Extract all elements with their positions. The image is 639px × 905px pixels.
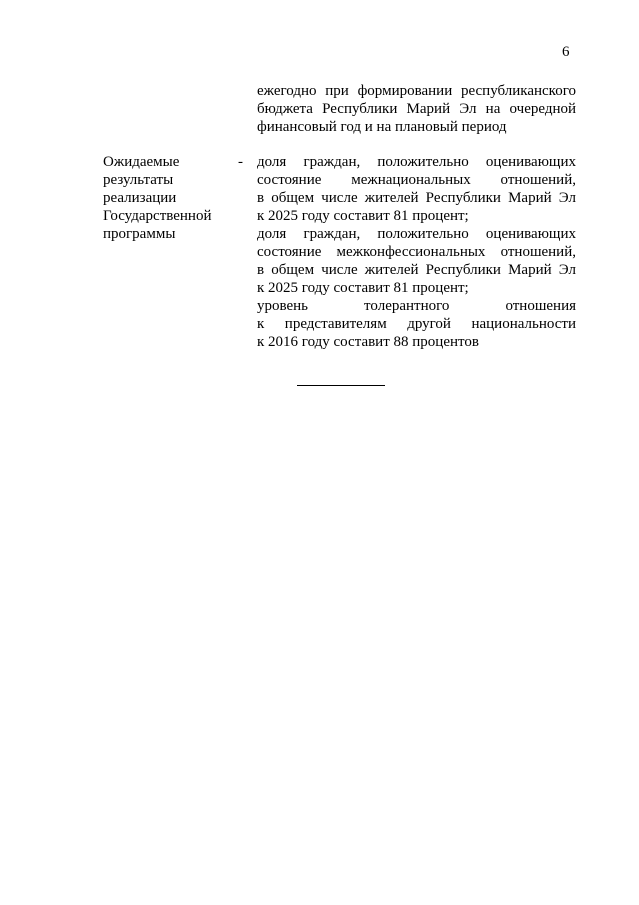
continuation-line: ежегодно при формировании республиканского	[257, 83, 576, 99]
row-dash: -	[238, 154, 243, 170]
label-line: Государственной	[103, 208, 212, 224]
continuation-line: бюджета Республики Марий Эл на очередной	[257, 101, 576, 117]
value-line: доля граждан, положительно оценивающих	[257, 226, 576, 242]
continuation-line: финансовый год и на плановый период	[257, 119, 507, 135]
label-line: реализации	[103, 190, 177, 206]
value-line: к 2025 году составит 81 процент;	[257, 280, 469, 296]
value-line: состояние межнациональных отношений,	[257, 172, 576, 188]
value-line: к представителям другой национальности	[257, 316, 576, 332]
value-line: к 2025 году составит 81 процент;	[257, 208, 469, 224]
value-line: в общем числе жителей Республики Марий Эл	[257, 190, 576, 206]
label-line: Ожидаемые	[103, 154, 180, 170]
label-line: результаты	[103, 172, 174, 188]
value-line: к 2016 году составит 88 процентов	[257, 334, 479, 350]
value-line: доля граждан, положительно оценивающих	[257, 154, 576, 170]
end-separator-line	[297, 385, 385, 386]
label-line: программы	[103, 226, 176, 242]
value-line: в общем числе жителей Республики Марий Эл	[257, 262, 576, 278]
page-number: 6	[562, 44, 570, 60]
value-line: состояние межконфессиональных отношений,	[257, 244, 576, 260]
value-line: уровень толерантного отношения	[257, 298, 576, 314]
